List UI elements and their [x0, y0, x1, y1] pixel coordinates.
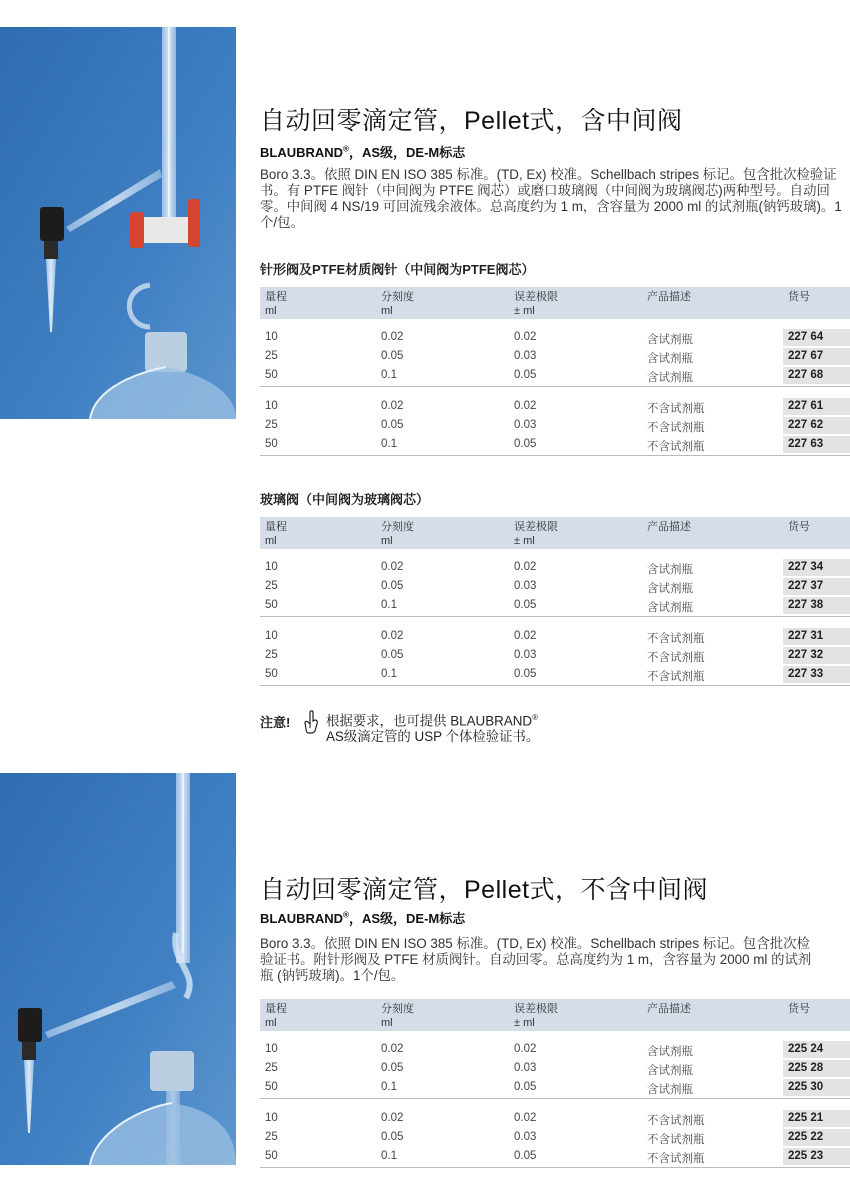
column-header: 产品描述 — [647, 291, 691, 303]
catalog-number: 227 64 — [783, 329, 850, 346]
column-header: 量程 ml — [265, 521, 287, 547]
capacity-cell: 50 — [265, 438, 278, 450]
table-header — [260, 287, 850, 319]
table-row — [260, 1040, 850, 1059]
catalog-number: 227 61 — [783, 398, 850, 415]
table-row — [260, 646, 850, 665]
subdivision-cell: 0.1 — [381, 438, 397, 450]
description-cell: 含试剂瓶 — [647, 602, 693, 614]
capacity-cell: 10 — [265, 630, 278, 642]
capacity-cell: 10 — [265, 1043, 278, 1055]
description-cell: 含试剂瓶 — [647, 1046, 693, 1058]
table-row-group — [260, 549, 850, 617]
catalog-number: 225 30 — [783, 1079, 850, 1096]
registered-mark: ® — [532, 713, 538, 722]
table-row — [260, 397, 850, 416]
product-table — [260, 517, 850, 686]
product-table — [260, 287, 850, 456]
tolerance-cell: 0.03 — [514, 1062, 537, 1074]
catalog-number: 227 67 — [783, 348, 850, 365]
table-row — [260, 627, 850, 646]
column-header: 误差极限 ± ml — [514, 521, 558, 547]
description-cell: 不含试剂瓶 — [647, 652, 705, 664]
tolerance-cell: 0.03 — [514, 350, 537, 362]
capacity-cell: 25 — [265, 649, 278, 661]
catalog-number: 225 22 — [783, 1129, 850, 1146]
tolerance-cell: 0.02 — [514, 1043, 537, 1055]
table-row — [260, 577, 850, 596]
table-row — [260, 366, 850, 385]
description-cell: 不含试剂瓶 — [647, 1153, 705, 1165]
burette-photo-with-middle-valve — [0, 27, 236, 419]
catalog-number: 225 24 — [783, 1041, 850, 1058]
capacity-cell: 50 — [265, 599, 278, 611]
tolerance-cell: 0.03 — [514, 580, 537, 592]
description-cell: 含试剂瓶 — [647, 1065, 693, 1077]
capacity-cell: 50 — [265, 668, 278, 680]
catalog-number: 227 68 — [783, 367, 850, 384]
product-description: Boro 3.3。依照 DIN EN ISO 385 标准。(TD, Ex) 校准。Schellbach stripes 标记。包含批次检验证书。有 PTFE 阀针（中间阀为 PTFE 阀芯）或磨口玻璃阀（中间阀为玻璃阀芯)两种型号。自动回零。中间阀 4 NS/19 可回流残余液体。总高度约为 1 m，含容量为 2000 ml 的试剂瓶(钠钙玻璃)。1个/包。 — [260, 167, 842, 230]
catalog-number: 225 23 — [783, 1148, 850, 1165]
subdivision-cell: 0.05 — [381, 649, 404, 661]
table-row-group — [260, 387, 850, 456]
catalog-number: 227 37 — [783, 578, 850, 595]
subdivision-cell: 0.05 — [381, 350, 404, 362]
table-row — [260, 1128, 850, 1147]
note-text — [326, 710, 626, 745]
subdivision-cell: 0.05 — [381, 1062, 404, 1074]
subdivision-cell: 0.05 — [381, 419, 404, 431]
capacity-cell: 25 — [265, 580, 278, 592]
note-line-2: AS级滴定管的 USP 个体检验证书。 — [326, 729, 540, 745]
brand-name: BLAUBRAND — [260, 911, 344, 926]
tolerance-cell: 0.05 — [514, 369, 537, 381]
capacity-cell: 10 — [265, 1112, 278, 1124]
table-header — [260, 517, 850, 549]
description-cell: 不含试剂瓶 — [647, 671, 705, 683]
catalog-number: 227 32 — [783, 647, 850, 664]
product-description: Boro 3.3。依照 DIN EN ISO 385 标准。(TD, Ex) 校准。Schellbach stripes 标记。包含批次检验证书。附针形阀及 PTFE 材质阀针。自动回零。总高度约为 1 m，含容量为 2000 ml 的试剂瓶 (钠钙玻璃)。1个/包。 — [260, 936, 812, 983]
note-line-1: 根据要求，也可提供 BLAUBRAND — [326, 713, 533, 729]
catalog-number: 227 38 — [783, 597, 850, 614]
description-cell: 含试剂瓶 — [647, 334, 693, 346]
product-subtitle — [260, 908, 465, 927]
capacity-cell: 50 — [265, 369, 278, 381]
capacity-cell: 50 — [265, 1081, 278, 1093]
description-cell: 含试剂瓶 — [647, 564, 693, 576]
tolerance-cell: 0.03 — [514, 1131, 537, 1143]
column-header: 货号 — [788, 1003, 810, 1015]
product-table — [260, 999, 850, 1168]
section-title-ptfe-valve: 针形阀及PTFE材质阀针（中间阀为PTFE阀芯） — [260, 262, 535, 277]
catalog-number: 227 62 — [783, 417, 850, 434]
table-row — [260, 435, 850, 454]
table-row-group — [260, 319, 850, 387]
product-title-with-middle-valve: 自动回零滴定管，Pellet式，含中间阀 — [260, 107, 683, 135]
catalog-number: 225 28 — [783, 1060, 850, 1077]
subdivision-cell: 0.02 — [381, 1112, 404, 1124]
registered-mark: ® — [343, 144, 349, 154]
column-header: 货号 — [788, 521, 810, 533]
brand-name: BLAUBRAND — [260, 145, 344, 160]
tolerance-cell: 0.03 — [514, 649, 537, 661]
subdivision-cell: 0.1 — [381, 1081, 397, 1093]
catalog-number: 227 34 — [783, 559, 850, 576]
description-cell: 不含试剂瓶 — [647, 1134, 705, 1146]
section-title-glass-valve: 玻璃阀（中间阀为玻璃阀芯） — [260, 492, 430, 507]
description-cell: 含试剂瓶 — [647, 353, 693, 365]
table-row — [260, 347, 850, 366]
table-row — [260, 1059, 850, 1078]
column-header: 货号 — [788, 291, 810, 303]
tolerance-cell: 0.05 — [514, 1081, 537, 1093]
subdivision-cell: 0.02 — [381, 561, 404, 573]
table-row — [260, 1147, 850, 1166]
column-header: 误差极限 ± ml — [514, 1003, 558, 1029]
tolerance-cell: 0.02 — [514, 561, 537, 573]
column-header: 误差极限 ± ml — [514, 291, 558, 317]
subdivision-cell: 0.1 — [381, 369, 397, 381]
tolerance-cell: 0.05 — [514, 438, 537, 450]
table-row-group — [260, 1031, 850, 1099]
description-cell: 不含试剂瓶 — [647, 1115, 705, 1127]
table-header — [260, 999, 850, 1031]
catalog-number: 227 31 — [783, 628, 850, 645]
tolerance-cell: 0.02 — [514, 1112, 537, 1124]
table-row-group — [260, 1099, 850, 1168]
subtitle-grade: ，AS级，DE-M标志 — [348, 145, 466, 160]
tolerance-cell: 0.03 — [514, 419, 537, 431]
description-cell: 含试剂瓶 — [647, 372, 693, 384]
table-row-group — [260, 617, 850, 686]
column-header: 分刻度 ml — [381, 521, 414, 547]
burette-photo-without-middle-valve — [0, 773, 236, 1165]
subtitle-grade: ，AS级，DE-M标志 — [348, 911, 466, 926]
capacity-cell: 10 — [265, 400, 278, 412]
description-cell: 含试剂瓶 — [647, 1084, 693, 1096]
registered-mark: ® — [343, 910, 349, 920]
capacity-cell: 25 — [265, 1062, 278, 1074]
description-cell: 不含试剂瓶 — [647, 422, 705, 434]
capacity-cell: 10 — [265, 331, 278, 343]
tolerance-cell: 0.02 — [514, 630, 537, 642]
tolerance-cell: 0.02 — [514, 400, 537, 412]
capacity-cell: 25 — [265, 419, 278, 431]
column-header: 分刻度 ml — [381, 1003, 414, 1029]
subdivision-cell: 0.1 — [381, 599, 397, 611]
pointing-hand-icon — [303, 710, 321, 737]
subdivision-cell: 0.1 — [381, 668, 397, 680]
description-cell: 不含试剂瓶 — [647, 633, 705, 645]
subdivision-cell: 0.1 — [381, 1150, 397, 1162]
description-cell: 含试剂瓶 — [647, 583, 693, 595]
table-row — [260, 596, 850, 615]
capacity-cell: 25 — [265, 350, 278, 362]
table-row — [260, 416, 850, 435]
description-cell: 不含试剂瓶 — [647, 403, 705, 415]
subdivision-cell: 0.02 — [381, 400, 404, 412]
capacity-cell: 25 — [265, 1131, 278, 1143]
table-row — [260, 328, 850, 347]
catalog-number: 227 33 — [783, 666, 850, 683]
table-row — [260, 1109, 850, 1128]
capacity-cell: 50 — [265, 1150, 278, 1162]
tolerance-cell: 0.02 — [514, 331, 537, 343]
product-subtitle — [260, 142, 465, 161]
column-header: 产品描述 — [647, 521, 691, 533]
catalog-number: 227 63 — [783, 436, 850, 453]
subdivision-cell: 0.05 — [381, 580, 404, 592]
tolerance-cell: 0.05 — [514, 668, 537, 680]
tolerance-cell: 0.05 — [514, 1150, 537, 1162]
table-row — [260, 558, 850, 577]
tolerance-cell: 0.05 — [514, 599, 537, 611]
subdivision-cell: 0.02 — [381, 331, 404, 343]
product-title-without-middle-valve: 自动回零滴定管，Pellet式，不含中间阀 — [260, 876, 709, 904]
column-header: 产品描述 — [647, 1003, 691, 1015]
description-cell: 不含试剂瓶 — [647, 441, 705, 453]
note-label: 注意! — [260, 715, 291, 730]
table-row — [260, 1078, 850, 1097]
column-header: 量程 ml — [265, 1003, 287, 1029]
column-header: 分刻度 ml — [381, 291, 414, 317]
capacity-cell: 10 — [265, 561, 278, 573]
subdivision-cell: 0.02 — [381, 1043, 404, 1055]
subdivision-cell: 0.05 — [381, 1131, 404, 1143]
column-header: 量程 ml — [265, 291, 287, 317]
subdivision-cell: 0.02 — [381, 630, 404, 642]
catalog-number: 225 21 — [783, 1110, 850, 1127]
table-row — [260, 665, 850, 684]
